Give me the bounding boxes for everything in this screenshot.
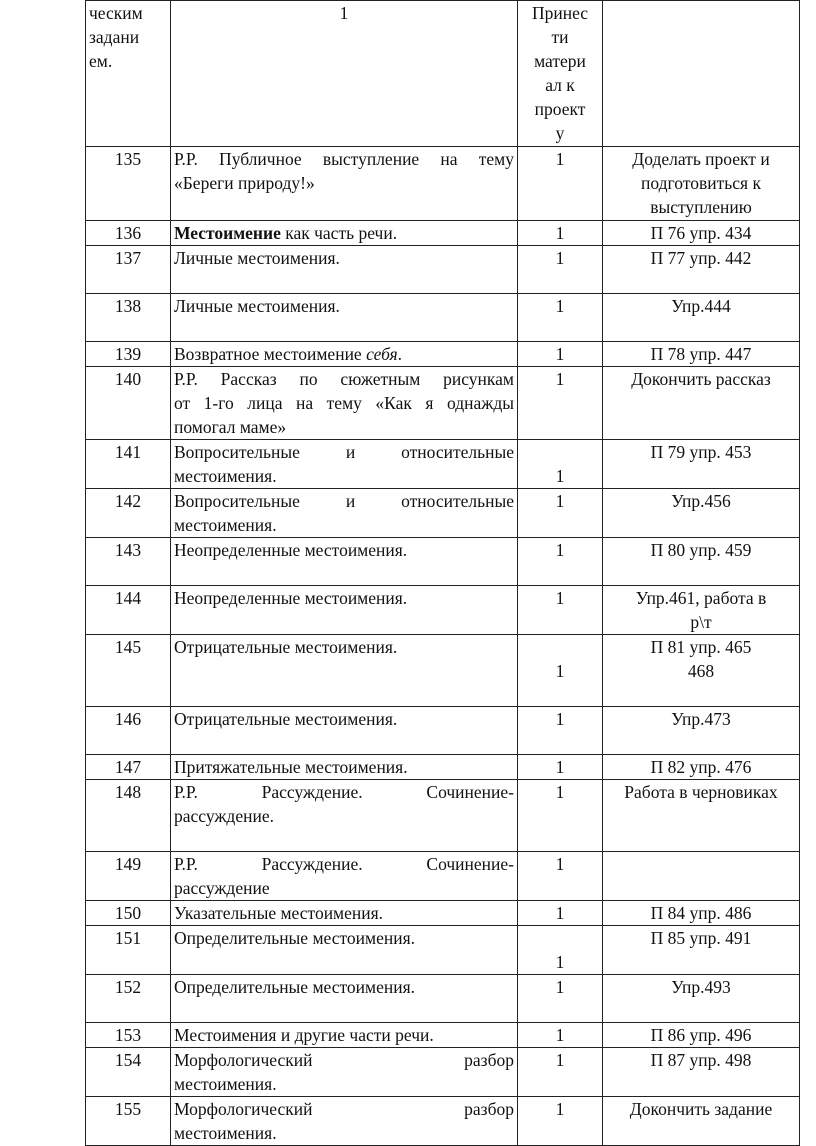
table-row bbox=[86, 538, 800, 586]
hours-value: 1 bbox=[555, 977, 565, 997]
table-row bbox=[86, 780, 800, 852]
hours-value: 1 bbox=[555, 1099, 565, 1119]
topic-line: рассуждение bbox=[174, 878, 270, 898]
lesson-number: 140 bbox=[86, 367, 171, 440]
table-row bbox=[86, 1048, 800, 1097]
homework bbox=[603, 780, 800, 852]
lesson-topic bbox=[171, 926, 518, 975]
hours-value: 1 bbox=[555, 854, 565, 874]
topic-line: рассуждение. bbox=[174, 806, 274, 826]
hours-value: 1 bbox=[555, 149, 565, 169]
topic-line: Неопределенные местоимения. bbox=[174, 588, 408, 608]
hours-value: 1 bbox=[555, 491, 565, 511]
lesson-number: 147 bbox=[86, 755, 171, 780]
table-row bbox=[86, 707, 800, 755]
topic-line: Морфологический разбор bbox=[174, 1050, 514, 1070]
homework-line: подготовиться к bbox=[641, 173, 761, 193]
homework bbox=[603, 1097, 800, 1146]
lesson-hours bbox=[518, 755, 603, 780]
hours-value: 1 bbox=[555, 369, 565, 389]
hours-value: 1 bbox=[555, 661, 565, 681]
table-row bbox=[86, 926, 800, 975]
hours-value: 1 bbox=[555, 540, 565, 560]
table-row bbox=[86, 147, 800, 221]
lesson-topic bbox=[171, 780, 518, 852]
topic-line: Отрицательные местоимения. bbox=[174, 637, 398, 657]
homework-line: П 76 упр. 434 bbox=[650, 223, 752, 243]
homework-line: Упр.444 bbox=[671, 296, 731, 316]
hours-value: 1 bbox=[555, 903, 565, 923]
homework-line: П 87 упр. 498 bbox=[650, 1050, 752, 1070]
homework-line: П 77 упр. 442 bbox=[650, 248, 752, 268]
hours-value: 1 bbox=[555, 757, 565, 777]
lesson-hours bbox=[518, 852, 603, 901]
header-row bbox=[86, 1, 800, 147]
homework-line: Упр.461, работа в bbox=[635, 588, 767, 608]
lesson-topic bbox=[171, 342, 518, 367]
homework bbox=[603, 586, 800, 635]
topic-line: Р.Р. Публичное выступление на тему bbox=[174, 149, 514, 169]
homework bbox=[603, 440, 800, 489]
table-row bbox=[86, 975, 800, 1023]
topic-line: Местоимения и другие части речи. bbox=[174, 1025, 434, 1045]
topic-line: Р.Р. Рассуждение. Сочинение- bbox=[174, 854, 514, 874]
topic-line: местоимения. bbox=[174, 466, 277, 486]
topic-line: Личные местоимения. bbox=[174, 296, 340, 316]
homework-line: выступлению bbox=[650, 197, 752, 217]
lesson-hours bbox=[518, 1023, 603, 1048]
homework-line: Упр.456 bbox=[671, 491, 731, 511]
lesson-topic bbox=[171, 635, 518, 707]
homework-line: Упр.473 bbox=[671, 709, 731, 729]
homework bbox=[603, 635, 800, 707]
hours-value: 1 bbox=[555, 466, 565, 486]
lesson-plan-table bbox=[85, 0, 800, 1146]
lesson-number: 137 bbox=[86, 246, 171, 294]
topic-line: местоимения. bbox=[174, 1074, 277, 1094]
lesson-number: 135 bbox=[86, 147, 171, 221]
lesson-hours bbox=[518, 147, 603, 221]
lesson-topic bbox=[171, 246, 518, 294]
homework-line: П 78 упр. 447 bbox=[650, 344, 752, 364]
lesson-topic bbox=[171, 852, 518, 901]
homework bbox=[603, 489, 800, 538]
topic-text: как часть речи. bbox=[280, 223, 398, 243]
header-col4 bbox=[603, 1, 800, 147]
homework bbox=[603, 1048, 800, 1097]
topic-line: Личные местоимения. bbox=[174, 248, 340, 268]
hours-value: 1 bbox=[555, 782, 565, 802]
homework bbox=[603, 852, 800, 901]
homework bbox=[603, 1023, 800, 1048]
homework-line: П 86 упр. 496 bbox=[650, 1025, 752, 1045]
hours-value: 1 bbox=[555, 296, 565, 316]
hours-value: 1 bbox=[555, 588, 565, 608]
homework-line: П 79 упр. 453 bbox=[650, 442, 752, 462]
hours-value: 1 bbox=[555, 709, 565, 729]
topic-line: Определительные местоимения. bbox=[174, 977, 416, 997]
homework-line: Докончить рассказ bbox=[631, 369, 771, 389]
lesson-number: 145 bbox=[86, 635, 171, 707]
lesson-rows bbox=[86, 147, 800, 1146]
table-row bbox=[86, 294, 800, 342]
lesson-hours bbox=[518, 780, 603, 852]
topic-text: Возвратное местоимение bbox=[174, 344, 367, 364]
homework-line: П 80 упр. 459 bbox=[650, 540, 752, 560]
lesson-number: 141 bbox=[86, 440, 171, 489]
topic-line: местоимения. bbox=[174, 1123, 277, 1143]
lesson-topic bbox=[171, 294, 518, 342]
table-row bbox=[86, 852, 800, 901]
topic-line: Вопросительные и относительные bbox=[174, 491, 514, 511]
hours-value: 1 bbox=[555, 344, 565, 364]
table-row bbox=[86, 440, 800, 489]
lesson-hours bbox=[518, 367, 603, 440]
table-row bbox=[86, 901, 800, 926]
topic-line: Неопределенные местоимения. bbox=[174, 540, 408, 560]
homework bbox=[603, 707, 800, 755]
homework bbox=[603, 975, 800, 1023]
lesson-hours bbox=[518, 538, 603, 586]
topic-line: Отрицательные местоимения. bbox=[174, 709, 398, 729]
homework-line: Работа в черновиках bbox=[624, 782, 778, 802]
lesson-number: 153 bbox=[86, 1023, 171, 1048]
table-row bbox=[86, 221, 800, 246]
lesson-hours bbox=[518, 1048, 603, 1097]
topic-line: Притяжательные местоимения. bbox=[174, 757, 408, 777]
homework bbox=[603, 367, 800, 440]
topic-line: Определительные местоимения. bbox=[174, 928, 416, 948]
lesson-hours bbox=[518, 707, 603, 755]
lesson-number: 150 bbox=[86, 901, 171, 926]
lesson-hours bbox=[518, 1097, 603, 1146]
lesson-topic bbox=[171, 755, 518, 780]
lesson-topic bbox=[171, 367, 518, 440]
topic-line: от 1-го лица на тему «Как я однажды bbox=[174, 393, 514, 413]
table-row bbox=[86, 635, 800, 707]
header-col3: Принес ти матери ал к проект у bbox=[518, 1, 603, 147]
topic-line: Р.Р. Рассказ по сюжетным рисункам bbox=[174, 369, 514, 389]
table-row bbox=[86, 342, 800, 367]
lesson-number: 154 bbox=[86, 1048, 171, 1097]
homework-line: П 82 упр. 476 bbox=[650, 757, 752, 777]
table-row bbox=[86, 755, 800, 780]
homework-line: Доделать проект и bbox=[632, 149, 770, 169]
lesson-topic bbox=[171, 1023, 518, 1048]
lesson-topic bbox=[171, 707, 518, 755]
lesson-topic bbox=[171, 489, 518, 538]
lesson-hours bbox=[518, 586, 603, 635]
homework bbox=[603, 926, 800, 975]
lesson-hours bbox=[518, 294, 603, 342]
topic-text: . bbox=[397, 344, 403, 364]
hours-value: 1 bbox=[555, 248, 565, 268]
lesson-number: 143 bbox=[86, 538, 171, 586]
lesson-topic bbox=[171, 1048, 518, 1097]
lesson-topic bbox=[171, 975, 518, 1023]
topic-italic-text: себя bbox=[366, 344, 398, 364]
lesson-number: 139 bbox=[86, 342, 171, 367]
hours-value: 1 bbox=[555, 952, 565, 972]
topic-line: помогал маме» bbox=[174, 417, 287, 437]
topic-line: Морфологический разбор bbox=[174, 1099, 514, 1119]
homework bbox=[603, 901, 800, 926]
table-row bbox=[86, 1023, 800, 1048]
lesson-hours bbox=[518, 221, 603, 246]
homework bbox=[603, 342, 800, 367]
lesson-hours bbox=[518, 440, 603, 489]
hours-value: 1 bbox=[555, 1050, 565, 1070]
lesson-hours bbox=[518, 246, 603, 294]
lesson-number: 146 bbox=[86, 707, 171, 755]
table-row bbox=[86, 1097, 800, 1146]
topic-bold-text: Местоимение bbox=[174, 223, 281, 243]
lesson-topic bbox=[171, 538, 518, 586]
homework-line: Упр.493 bbox=[671, 977, 731, 997]
lesson-hours bbox=[518, 901, 603, 926]
lesson-number: 151 bbox=[86, 926, 171, 975]
lesson-number: 155 bbox=[86, 1097, 171, 1146]
homework-line: Докончить задание bbox=[629, 1099, 773, 1119]
lesson-hours bbox=[518, 342, 603, 367]
header-col2: 1 bbox=[171, 1, 518, 147]
homework bbox=[603, 538, 800, 586]
lesson-number: 148 bbox=[86, 780, 171, 852]
homework-line: 468 bbox=[687, 661, 715, 681]
table-row bbox=[86, 246, 800, 294]
lesson-number: 142 bbox=[86, 489, 171, 538]
lesson-number: 152 bbox=[86, 975, 171, 1023]
topic-line: местоимения. bbox=[174, 515, 277, 535]
topic-line: Р.Р. Рассуждение. Сочинение- bbox=[174, 782, 514, 802]
header-col1: ческим задани ем. bbox=[86, 1, 171, 147]
hours-value: 1 bbox=[555, 223, 565, 243]
table-row bbox=[86, 367, 800, 440]
homework-line: р\т bbox=[690, 612, 712, 632]
topic-line: Вопросительные и относительные bbox=[174, 442, 514, 462]
topic-line: «Береги природу!» bbox=[174, 173, 315, 193]
homework-line: П 85 упр. 491 bbox=[650, 928, 752, 948]
lesson-topic bbox=[171, 1097, 518, 1146]
lesson-topic bbox=[171, 221, 518, 246]
lesson-topic bbox=[171, 147, 518, 221]
hours-value: 1 bbox=[555, 1025, 565, 1045]
lesson-hours bbox=[518, 926, 603, 975]
homework bbox=[603, 246, 800, 294]
lesson-number: 136 bbox=[86, 221, 171, 246]
lesson-hours bbox=[518, 489, 603, 538]
lesson-hours bbox=[518, 975, 603, 1023]
homework bbox=[603, 221, 800, 246]
lesson-topic bbox=[171, 586, 518, 635]
lesson-hours bbox=[518, 635, 603, 707]
homework-line: П 84 упр. 486 bbox=[650, 903, 752, 923]
lesson-number: 149 bbox=[86, 852, 171, 901]
table-row bbox=[86, 489, 800, 538]
table-row bbox=[86, 586, 800, 635]
homework bbox=[603, 294, 800, 342]
lesson-number: 144 bbox=[86, 586, 171, 635]
lesson-number: 138 bbox=[86, 294, 171, 342]
homework-line: П 81 упр. 465 bbox=[650, 637, 752, 657]
lesson-topic bbox=[171, 440, 518, 489]
homework bbox=[603, 755, 800, 780]
lesson-topic bbox=[171, 901, 518, 926]
topic-line: Указательные местоимения. bbox=[174, 903, 384, 923]
homework bbox=[603, 147, 800, 221]
